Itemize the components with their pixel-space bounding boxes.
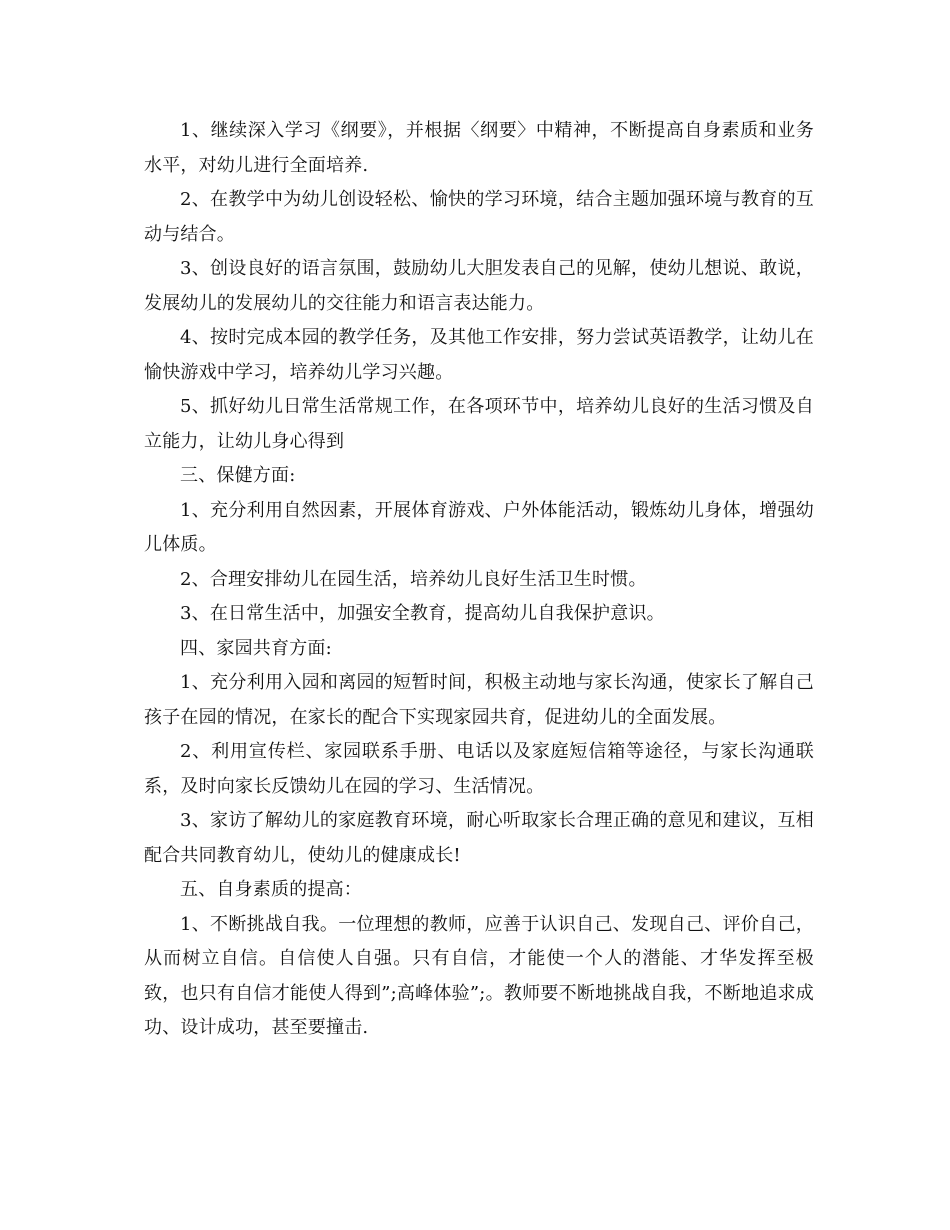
paragraph-home-school-3: 3、家访了解幼儿的家庭教育环境，耐心听取家长合理正确的意见和建议，互相配合共同教育幼儿，使幼儿的健康成长! — [144, 810, 814, 866]
paragraph-self-improvement-1: 1、不断挑战自我。一位理想的教师，应善于认识自己、发现自己、评价自己，从而树立自信。自信使人自强。只有自信，才能使一个人的潜能、才华发挥至极致，也只有自信才能使人得到”;高峰体验”;。教师要不断地挑战自我，不断地追求成功、设计成功，甚至要撞击. — [144, 913, 814, 1038]
paragraph-2: 2、在教学中为幼儿创设轻松、愉快的学习环境，结合主题加强环境与教育的互动与结合。 — [144, 189, 814, 245]
document-body — [144, 114, 814, 1046]
paragraph-1: 1、继续深入学习《纲要》，并根据〈纲要〉中精神，不断提高自身素质和业务水平，对幼儿进行全面培养. — [144, 120, 814, 176]
paragraph-5: 5、抓好幼儿日常生活常规工作，在各项环节中，培养幼儿良好的生活习惯及自立能力，让幼儿身心得到 — [144, 396, 814, 452]
paragraph-home-school-1: 1、充分利用入园和离园的短暂时间，积极主动地与家长沟通，使家长了解自己孩子在园的情况，在家长的配合下实现家园共育，促进幼儿的全面发展。 — [144, 672, 814, 728]
section-heading-self-improvement: 五、自身素质的提高： — [180, 879, 362, 900]
section-heading-health: 三、保健方面: — [180, 465, 296, 486]
paragraph-health-3: 3、在日常生活中，加强安全教育，提高幼儿自我保护意识。 — [180, 603, 665, 624]
paragraph-health-2: 2、合理安排幼儿在园生活，培养幼儿良好生活卫生时惯。 — [180, 568, 647, 590]
paragraph-3: 3、创设良好的语言氛围，鼓励幼儿大胆发表自己的见解，使幼儿想说、敢说，发展幼儿的发展幼儿的交往能力和语言表达能力。 — [144, 258, 814, 314]
paragraph-health-1: 1、充分利用自然因素，开展体育游戏、户外体能活动，锻炼幼儿身体，增强幼儿体质。 — [144, 499, 814, 555]
paragraph-4: 4、按时完成本园的教学任务，及其他工作安排，努力尝试英语教学，让幼儿在愉快游戏中学习，培养幼儿学习兴趣。 — [144, 327, 814, 383]
section-heading-home-school: 四、家园共育方面: — [180, 637, 332, 659]
paragraph-home-school-2: 2、利用宣传栏、家园联系手册、电话以及家庭短信箱等途径，与家长沟通联系，及时向家长反馈幼儿在园的学习、生活情况。 — [144, 741, 814, 797]
